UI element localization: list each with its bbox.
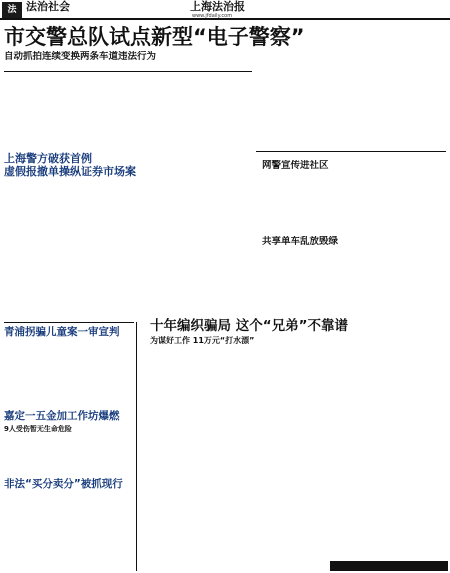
lead-body-col-3 — [118, 73, 172, 149]
column-divider — [136, 322, 137, 571]
fraud-body-col-4 — [368, 360, 446, 560]
securities-body-col-2 — [66, 186, 126, 320]
jiading-body-col-2 — [68, 443, 134, 475]
jiading-headline: 嘉定一五金加工作坊爆燃 — [4, 410, 120, 422]
section-logo: 法 — [2, 2, 22, 18]
box-parking-body — [262, 256, 442, 312]
box-parking-headline: 共享单车乱放毁绿 — [262, 236, 339, 247]
lead-body-col-4 — [175, 73, 252, 149]
box-traffic-top-rule — [256, 151, 446, 152]
qingpu-body-col-1 — [4, 348, 66, 408]
jiading-body-col-1 — [4, 443, 66, 475]
qingpu-headline: 青浦拐骗儿童案一审宣判 — [4, 326, 120, 338]
fraud-body-col-1 — [140, 360, 214, 568]
jiading-subhead: 9人受伤暂无生命危险 — [4, 425, 72, 433]
section-title: 法治社会 — [26, 0, 70, 13]
fraud-headline: 十年编织骗局 这个“兄弟”不靠谱 — [150, 318, 348, 334]
box-traffic-headline: 网警宣传进社区 — [262, 160, 329, 171]
qingpu-top-rule — [4, 322, 134, 323]
securities-body-col-1 — [4, 186, 64, 320]
qingpu-body-col-2 — [68, 348, 134, 408]
right-top-body — [256, 26, 446, 148]
footer-credit — [330, 561, 448, 571]
securities-body-col-4 — [188, 150, 252, 320]
newspaper-masthead: 上海法治报 — [190, 0, 245, 13]
lead-body-col-2 — [61, 73, 115, 149]
fraud-body-col-2 — [216, 360, 290, 568]
lead-divider — [4, 71, 252, 72]
fraud-subhead: 为谋好工作 11万元“打水漂” — [150, 336, 255, 345]
illegal-points-body-col-2 — [68, 500, 134, 568]
illegal-points-body-col-1 — [4, 500, 66, 568]
masthead-url[interactable]: www.jfdaily.com — [192, 13, 233, 19]
securities-headline-2: 虚假报撤单操纵证券市场案 — [4, 165, 136, 178]
page-header — [0, 0, 450, 20]
box-traffic-body — [262, 180, 442, 226]
lead-subhead: 自动抓拍连续变换两条车道违法行为 — [4, 51, 157, 62]
securities-body-col-3 — [128, 150, 186, 320]
securities-headline-1: 上海警方破获首例 — [4, 152, 92, 165]
lead-headline: 市交警总队试点新型“电子警察” — [4, 25, 305, 49]
illegal-points-headline: 非法“买分卖分”被抓现行 — [4, 478, 123, 490]
fraud-body-col-3 — [292, 360, 366, 560]
lead-body-col-1 — [4, 73, 58, 149]
